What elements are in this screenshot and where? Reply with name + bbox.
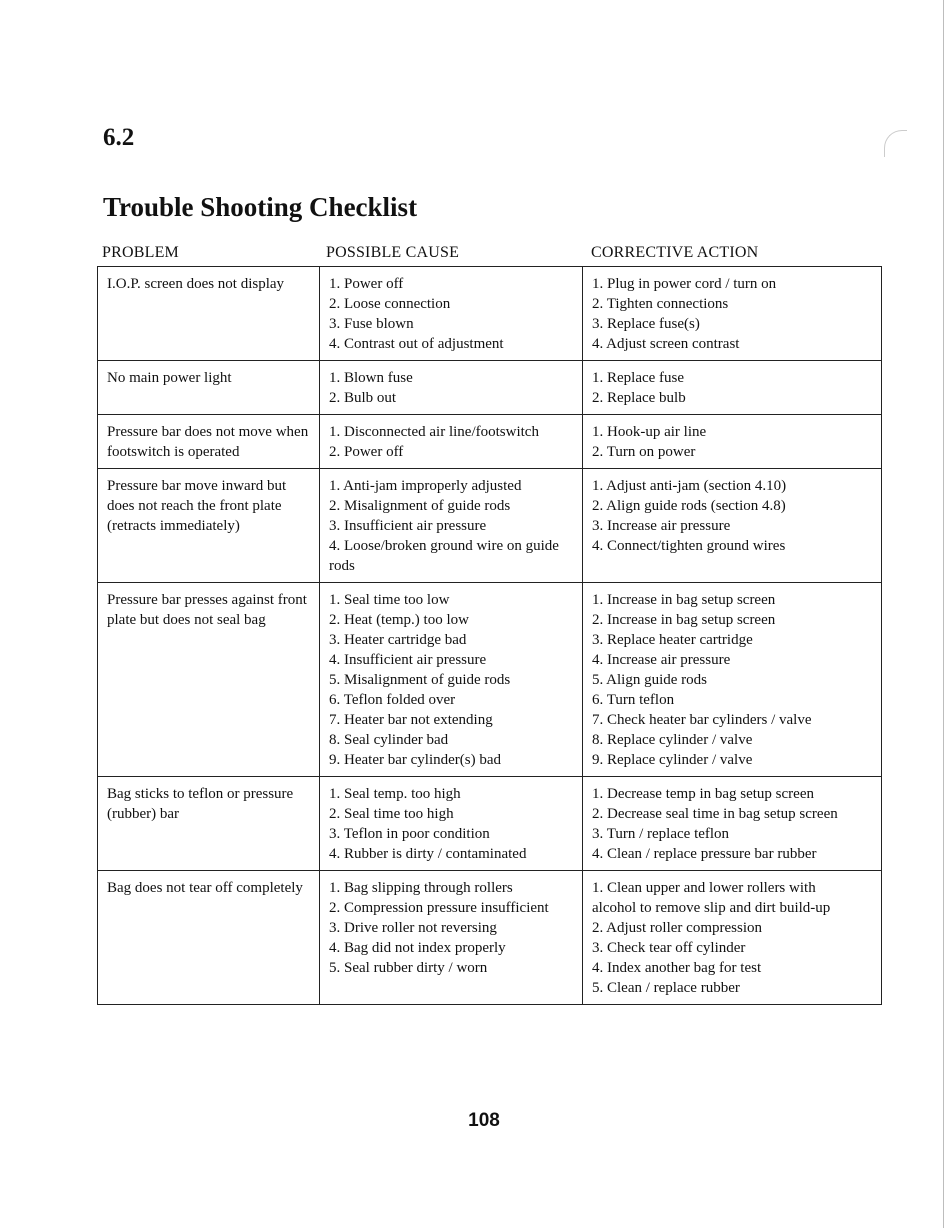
action-item: 5. Clean / replace rubber: [592, 980, 740, 996]
cause-item: 1. Blown fuse: [329, 370, 413, 386]
cause-cell: [320, 871, 583, 1005]
cause-item: 1. Disconnected air line/footswitch: [329, 424, 539, 440]
cause-item: 3. Heater cartridge bad: [329, 632, 467, 648]
cause-item: 3. Drive roller not reversing: [329, 920, 497, 936]
action-list: [592, 784, 873, 864]
action-cell: [583, 871, 882, 1005]
cause-list: [329, 274, 574, 354]
action-item: 1. Hook-up air line: [592, 424, 707, 440]
action-item: 1. Clean upper and lower rollers with: [592, 880, 816, 896]
action-item: 1. Decrease temp in bag setup screen: [592, 786, 814, 802]
cause-item: 3. Fuse blown: [329, 316, 414, 332]
cause-item: 2. Bulb out: [329, 390, 397, 406]
problem-cell: [98, 583, 320, 777]
action-item: 1. Increase in bag setup screen: [592, 592, 776, 608]
action-list: [592, 878, 873, 998]
cause-item: 4. Insufficient air pressure: [329, 652, 487, 668]
table-row: [98, 871, 882, 1005]
action-item: alcohol to remove slip and dirt build-up: [592, 900, 831, 916]
table-row: [98, 267, 882, 361]
problem-cell: [98, 415, 320, 469]
section-number: 6.2: [103, 124, 135, 151]
cause-item: 1. Bag slipping through rollers: [329, 880, 513, 896]
page-title: Trouble Shooting Checklist: [103, 192, 418, 222]
problem-text: I.O.P. screen does not display: [107, 276, 285, 292]
cause-item: 2. Loose connection: [329, 296, 451, 312]
action-item: 4. Connect/tighten ground wires: [592, 538, 786, 554]
cause-item: 5. Seal rubber dirty / worn: [329, 960, 488, 976]
cause-item: 1. Power off: [329, 276, 404, 292]
action-item: 2. Replace bulb: [592, 390, 686, 406]
binder-hole-mark: [884, 130, 907, 157]
column-header-problem: PROBLEM: [102, 244, 179, 261]
cause-cell: [320, 361, 583, 415]
problem-text: Bag does not tear off completely: [107, 880, 303, 896]
cause-item: 1. Seal temp. too high: [329, 786, 461, 802]
cause-cell: [320, 583, 583, 777]
cause-cell: [320, 415, 583, 469]
action-list: [592, 422, 873, 462]
cause-list: [329, 784, 574, 864]
problem-text: Pressure bar move inward but does not reach the front plate (retracts immediately): [107, 478, 287, 534]
cause-list: [329, 422, 574, 462]
action-cell: [583, 777, 882, 871]
action-item: 2. Align guide rods (section 4.8): [592, 498, 786, 514]
problem-cell: [98, 469, 320, 583]
problem-cell: [98, 361, 320, 415]
action-item: 2. Increase in bag setup screen: [592, 612, 776, 628]
action-list: [592, 590, 873, 770]
cause-item: 2. Compression pressure insufficient: [329, 900, 549, 916]
cause-cell: [320, 267, 583, 361]
cause-item: 1. Seal time too low: [329, 592, 450, 608]
problem-text: Bag sticks to teflon or pressure (rubber) bar: [107, 786, 294, 822]
table-row: [98, 415, 882, 469]
action-cell: [583, 267, 882, 361]
cause-item: 3. Teflon in poor condition: [329, 826, 490, 842]
cause-item: 5. Misalignment of guide rods: [329, 672, 511, 688]
cause-list: [329, 476, 574, 576]
problem-text: Pressure bar presses against front plate but does not seal bag: [107, 592, 307, 628]
action-item: 4. Clean / replace pressure bar rubber: [592, 846, 817, 862]
action-item: 1. Adjust anti-jam (section 4.10): [592, 478, 787, 494]
column-header-possible-cause: POSSIBLE CAUSE: [326, 244, 460, 261]
cause-item: 3. Insufficient air pressure: [329, 518, 487, 534]
action-item: 5. Align guide rods: [592, 672, 707, 688]
cause-cell: [320, 777, 583, 871]
cause-item: 4. Bag did not index properly: [329, 940, 506, 956]
table-row: [98, 583, 882, 777]
cause-item: 6. Teflon folded over: [329, 692, 456, 708]
cause-item: 1. Anti-jam improperly adjusted: [329, 478, 522, 494]
column-header-corrective-action: CORRECTIVE ACTION: [591, 244, 759, 261]
action-item: 3. Increase air pressure: [592, 518, 731, 534]
action-item: 1. Replace fuse: [592, 370, 685, 386]
problem-cell: [98, 267, 320, 361]
cause-item: 4. Rubber is dirty / contaminated: [329, 846, 527, 862]
cause-item: 4. Loose/broken ground wire on guide rods: [329, 538, 559, 574]
action-item: 2. Turn on power: [592, 444, 696, 460]
action-cell: [583, 361, 882, 415]
action-item: 6. Turn teflon: [592, 692, 675, 708]
cause-item: 9. Heater bar cylinder(s) bad: [329, 752, 502, 768]
action-item: 2. Adjust roller compression: [592, 920, 762, 936]
cause-list: [329, 590, 574, 770]
action-list: [592, 476, 873, 556]
problem-cell: [98, 871, 320, 1005]
cause-cell: [320, 469, 583, 583]
cause-item: 2. Heat (temp.) too low: [329, 612, 469, 628]
cause-item: 2. Power off: [329, 444, 404, 460]
cause-item: 8. Seal cylinder bad: [329, 732, 449, 748]
action-cell: [583, 469, 882, 583]
problem-text: Pressure bar does not move when footswitch is operated: [107, 424, 309, 460]
action-item: 2. Tighten connections: [592, 296, 729, 312]
action-item: 4. Increase air pressure: [592, 652, 731, 668]
cause-item: 4. Contrast out of adjustment: [329, 336, 504, 352]
action-list: [592, 274, 873, 354]
action-item: 3. Replace heater cartridge: [592, 632, 753, 648]
action-cell: [583, 415, 882, 469]
action-item: 1. Plug in power cord / turn on: [592, 276, 777, 292]
action-list: [592, 368, 873, 408]
table-row: [98, 469, 882, 583]
action-cell: [583, 583, 882, 777]
action-item: 9. Replace cylinder / valve: [592, 752, 753, 768]
cause-item: 2. Seal time too high: [329, 806, 454, 822]
cause-item: 2. Misalignment of guide rods: [329, 498, 511, 514]
action-item: 8. Replace cylinder / valve: [592, 732, 753, 748]
cause-item: 7. Heater bar not extending: [329, 712, 493, 728]
cause-list: [329, 368, 574, 408]
action-item: 3. Replace fuse(s): [592, 316, 700, 332]
page-number: 108: [468, 1110, 500, 1131]
table-row: [98, 777, 882, 871]
troubleshooting-table: [97, 266, 882, 1005]
cause-list: [329, 878, 574, 978]
table-row: [98, 361, 882, 415]
table-body: [98, 267, 882, 1005]
action-item: 3. Check tear off cylinder: [592, 940, 746, 956]
action-item: 7. Check heater bar cylinders / valve: [592, 712, 812, 728]
problem-text: No main power light: [107, 370, 232, 386]
action-item: 4. Index another bag for test: [592, 960, 762, 976]
problem-cell: [98, 777, 320, 871]
action-item: 3. Turn / replace teflon: [592, 826, 730, 842]
page-edge: [943, 0, 944, 1228]
action-item: 2. Decrease seal time in bag setup screen: [592, 806, 838, 822]
action-item: 4. Adjust screen contrast: [592, 336, 740, 352]
